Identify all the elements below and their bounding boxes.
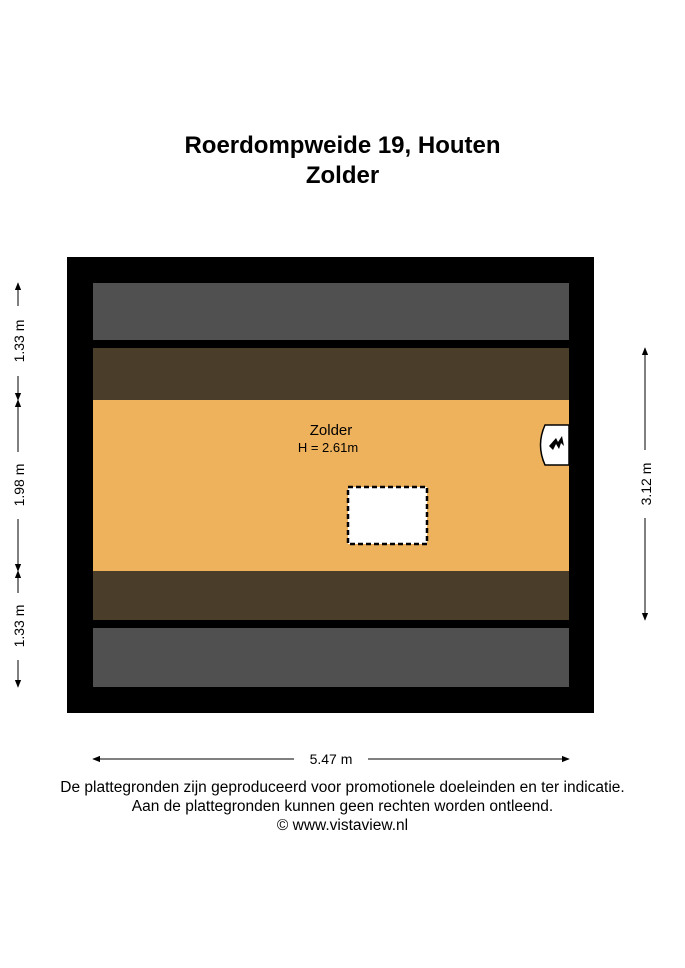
- boiler-icon: [541, 425, 570, 465]
- room-name-label: Zolder: [309, 422, 353, 439]
- slope-zone-bottom: [93, 571, 569, 620]
- low-ceiling-zone-bottom: [93, 628, 569, 687]
- low-ceiling-zone-top: [93, 283, 569, 340]
- floor-name-title: Zolder: [305, 162, 380, 189]
- dim-bottom: 5.47 m: [309, 751, 353, 767]
- disclaimer-line-2: Aan de plattegronden kunnen geen rechten worden ontleend.: [131, 798, 554, 815]
- disclaimer-line-1: De plattegronden zijn geproduceerd voor promotionele doeleinden en ter indicatie.: [60, 779, 625, 796]
- dim-left-middle: 1.98 m: [11, 463, 27, 507]
- dim-left-bottom: 1.33 m: [11, 604, 27, 648]
- hatch-icon: [348, 487, 427, 544]
- copyright-line: © www.vistaview.nl: [276, 817, 409, 834]
- dim-left-top: 1.33 m: [11, 319, 27, 363]
- room-height-label: H = 2.61m: [297, 440, 359, 455]
- slope-zone-top: [93, 348, 569, 400]
- plan-address-title: Roerdompweide 19, Houten: [184, 132, 501, 159]
- dim-right: 3.12 m: [638, 462, 654, 506]
